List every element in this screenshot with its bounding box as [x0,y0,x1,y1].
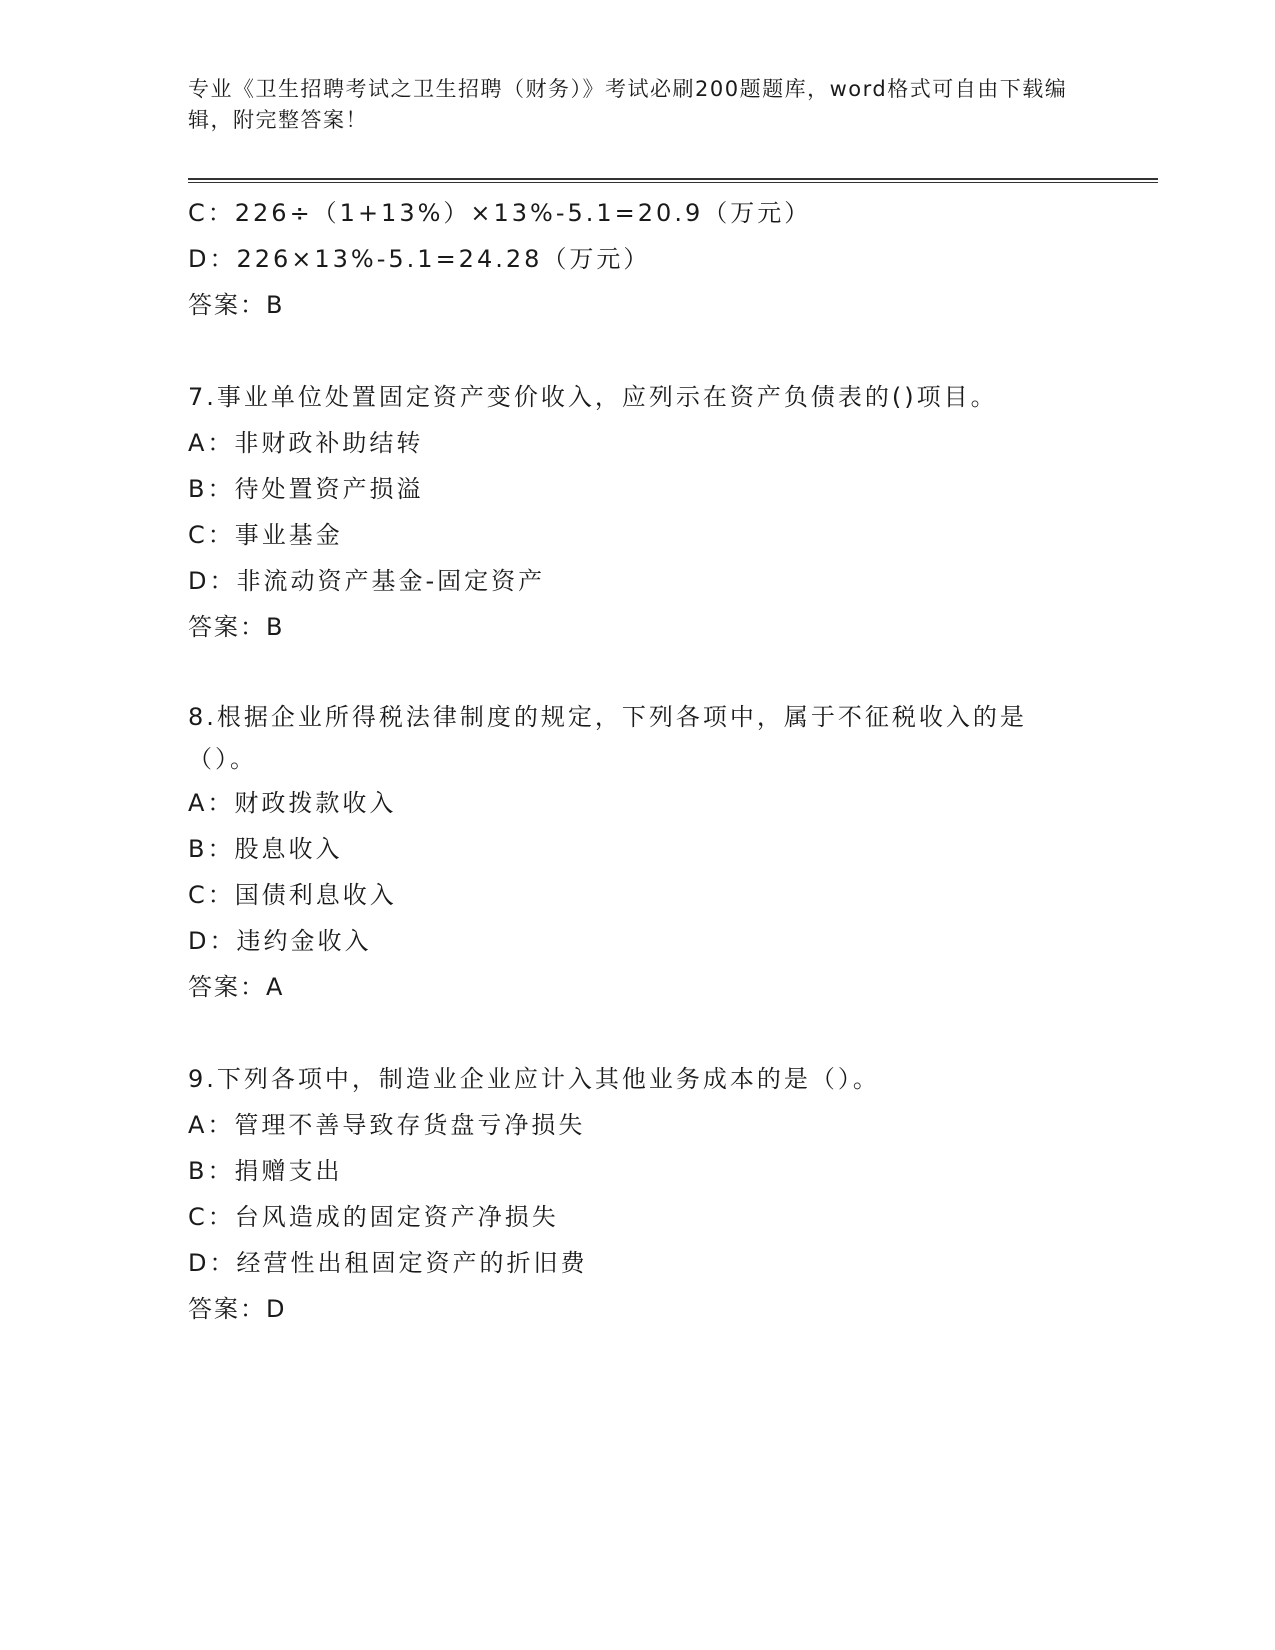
question-block-9 [188,1056,1068,1332]
spacer [188,328,1068,374]
answer: 答案：B [188,613,285,641]
option-c: C：国债利息收入 [188,881,397,909]
question-stem: 8.根据企业所得税法律制度的规定，下列各项中，属于不征税收入的是（）。 [188,703,1027,773]
option-b: B：股息收入 [188,835,343,863]
option-b: B：捐赠支出 [188,1157,343,1185]
option-d: D：非流动资产基金-固定资产 [188,567,546,595]
question-stem: 7.事业单位处置固定资产变价收入，应列示在资产负债表的()项目。 [188,383,998,411]
answer: 答案：A [188,973,285,1001]
option-b: B：待处置资产损溢 [188,475,424,503]
option-a: A：管理不善导致存货盘亏净损失 [188,1111,586,1139]
question-block-prev [188,190,1068,328]
option-d: D：226×13%-5.1=24.28（万元） [188,245,651,273]
document-header: 专业《卫生招聘考试之卫生招聘（财务）》考试必刷200题题库，word格式可自由下载编辑，附完整答案！ [188,77,1068,132]
option-c: C：台风造成的固定资产净损失 [188,1203,559,1231]
spacer [188,650,1068,696]
option-a: A：非财政补助结转 [188,429,424,457]
option-c: C：226÷（1+13%）×13%-5.1=20.9（万元） [188,199,812,227]
answer: 答案：D [188,1295,287,1323]
question-list [188,190,1068,1332]
question-stem: 9.下列各项中，制造业企业应计入其他业务成本的是（）。 [188,1065,880,1093]
header-divider-thick [188,178,1158,180]
option-d: D：经营性出租固定资产的折旧费 [188,1249,588,1277]
header-divider-thin [188,182,1158,183]
question-block-7 [188,374,1068,650]
option-d: D：违约金收入 [188,927,372,955]
spacer [188,1010,1068,1056]
answer: 答案：B [188,291,285,319]
question-block-8 [188,696,1068,1010]
option-a: A：财政拨款收入 [188,789,397,817]
option-c: C：事业基金 [188,521,343,549]
